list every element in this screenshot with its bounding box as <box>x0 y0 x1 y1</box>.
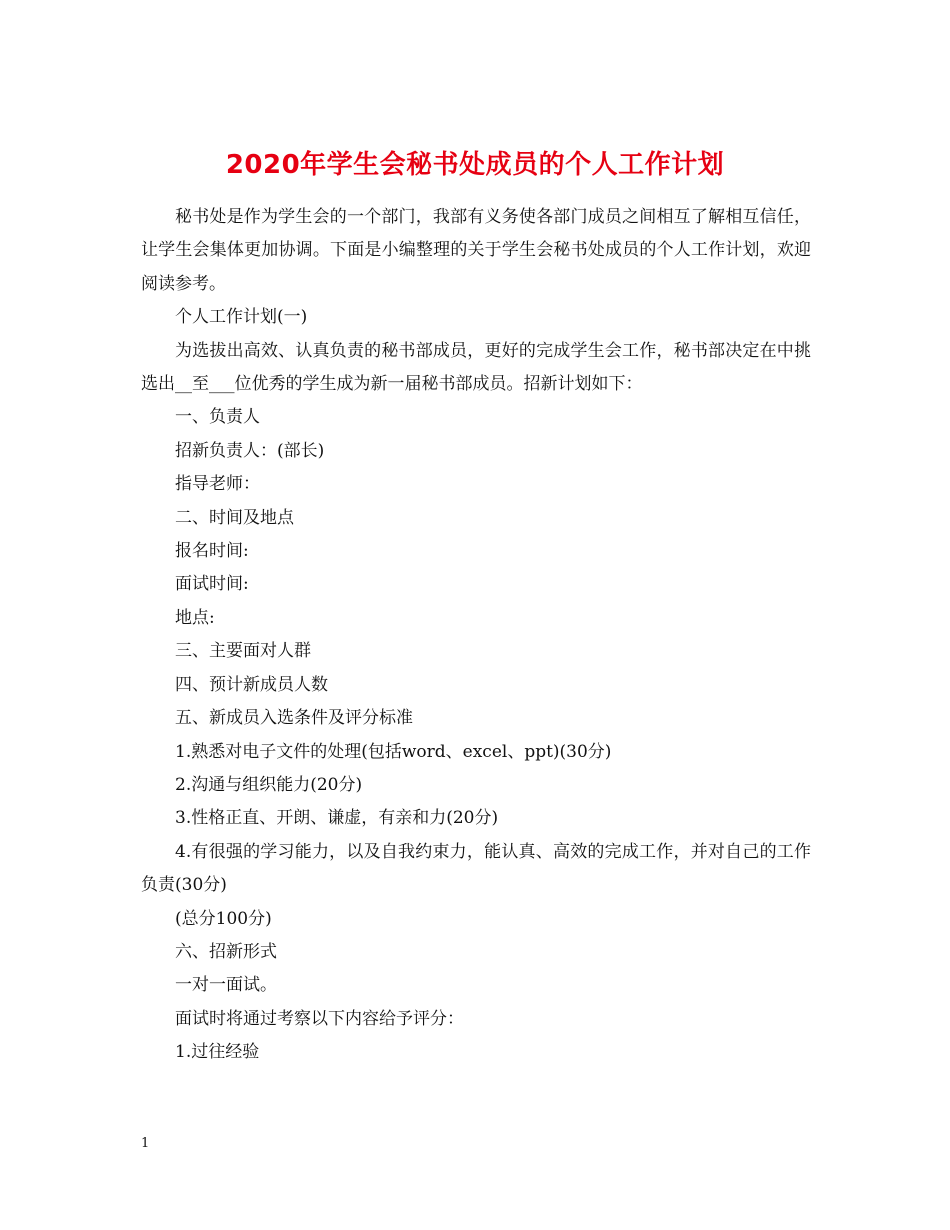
paragraph: 4.有很强的学习能力，以及自我约束力，能认真、高效的完成工作，并对自己的工作负责(30分) <box>141 841 811 896</box>
paragraph: 3.性格正直、开朗、谦虚，有亲和力(20分) <box>175 808 499 829</box>
document-title: 2020年学生会秘书处成员的个人工作计划 <box>225 150 725 181</box>
paragraph: 招新负责人：(部长) <box>175 440 325 461</box>
document-body <box>141 201 811 1070</box>
paragraph: 面试时将通过考察以下内容给予评分： <box>175 1008 464 1029</box>
paragraph: 1.熟悉对电子文件的处理(包括word、excel、ppt)(30分) <box>175 741 612 762</box>
paragraph: 面试时间: <box>175 574 249 595</box>
paragraph: 五、新成员入选条件及评分标准 <box>175 708 413 729</box>
paragraph: 2.沟通与组织能力(20分) <box>175 774 363 795</box>
paragraph: 个人工作计划(一) <box>175 307 308 328</box>
paragraph: (总分100分) <box>175 908 272 929</box>
paragraph: 二、时间及地点 <box>175 507 294 528</box>
paragraph: 一对一面试。 <box>175 975 277 996</box>
paragraph: 六、招新形式 <box>175 941 277 962</box>
paragraph: 三、主要面对人群 <box>175 641 311 662</box>
paragraph: 报名时间: <box>175 541 249 562</box>
paragraph: 为选拔出高效、认真负责的秘书部成员，更好的完成学生会工作，秘书部决定在中挑选出__至___位优秀的学生成为新一届秘书部成员。招新计划如下： <box>141 340 811 395</box>
paragraph: 1.过往经验 <box>175 1042 260 1063</box>
paragraph: 四、预计新成员人数 <box>175 674 328 695</box>
paragraph: 一、负责人 <box>175 407 260 428</box>
paragraph: 秘书处是作为学生会的一个部门，我部有义务使各部门成员之间相互了解相互信任，让学生会集体更加协调。下面是小编整理的关于学生会秘书处成员的个人工作计划，欢迎阅读参考。 <box>141 207 811 294</box>
page-number: 1 <box>141 1136 150 1151</box>
paragraph: 指导老师： <box>175 474 260 495</box>
paragraph: 地点: <box>175 607 215 628</box>
